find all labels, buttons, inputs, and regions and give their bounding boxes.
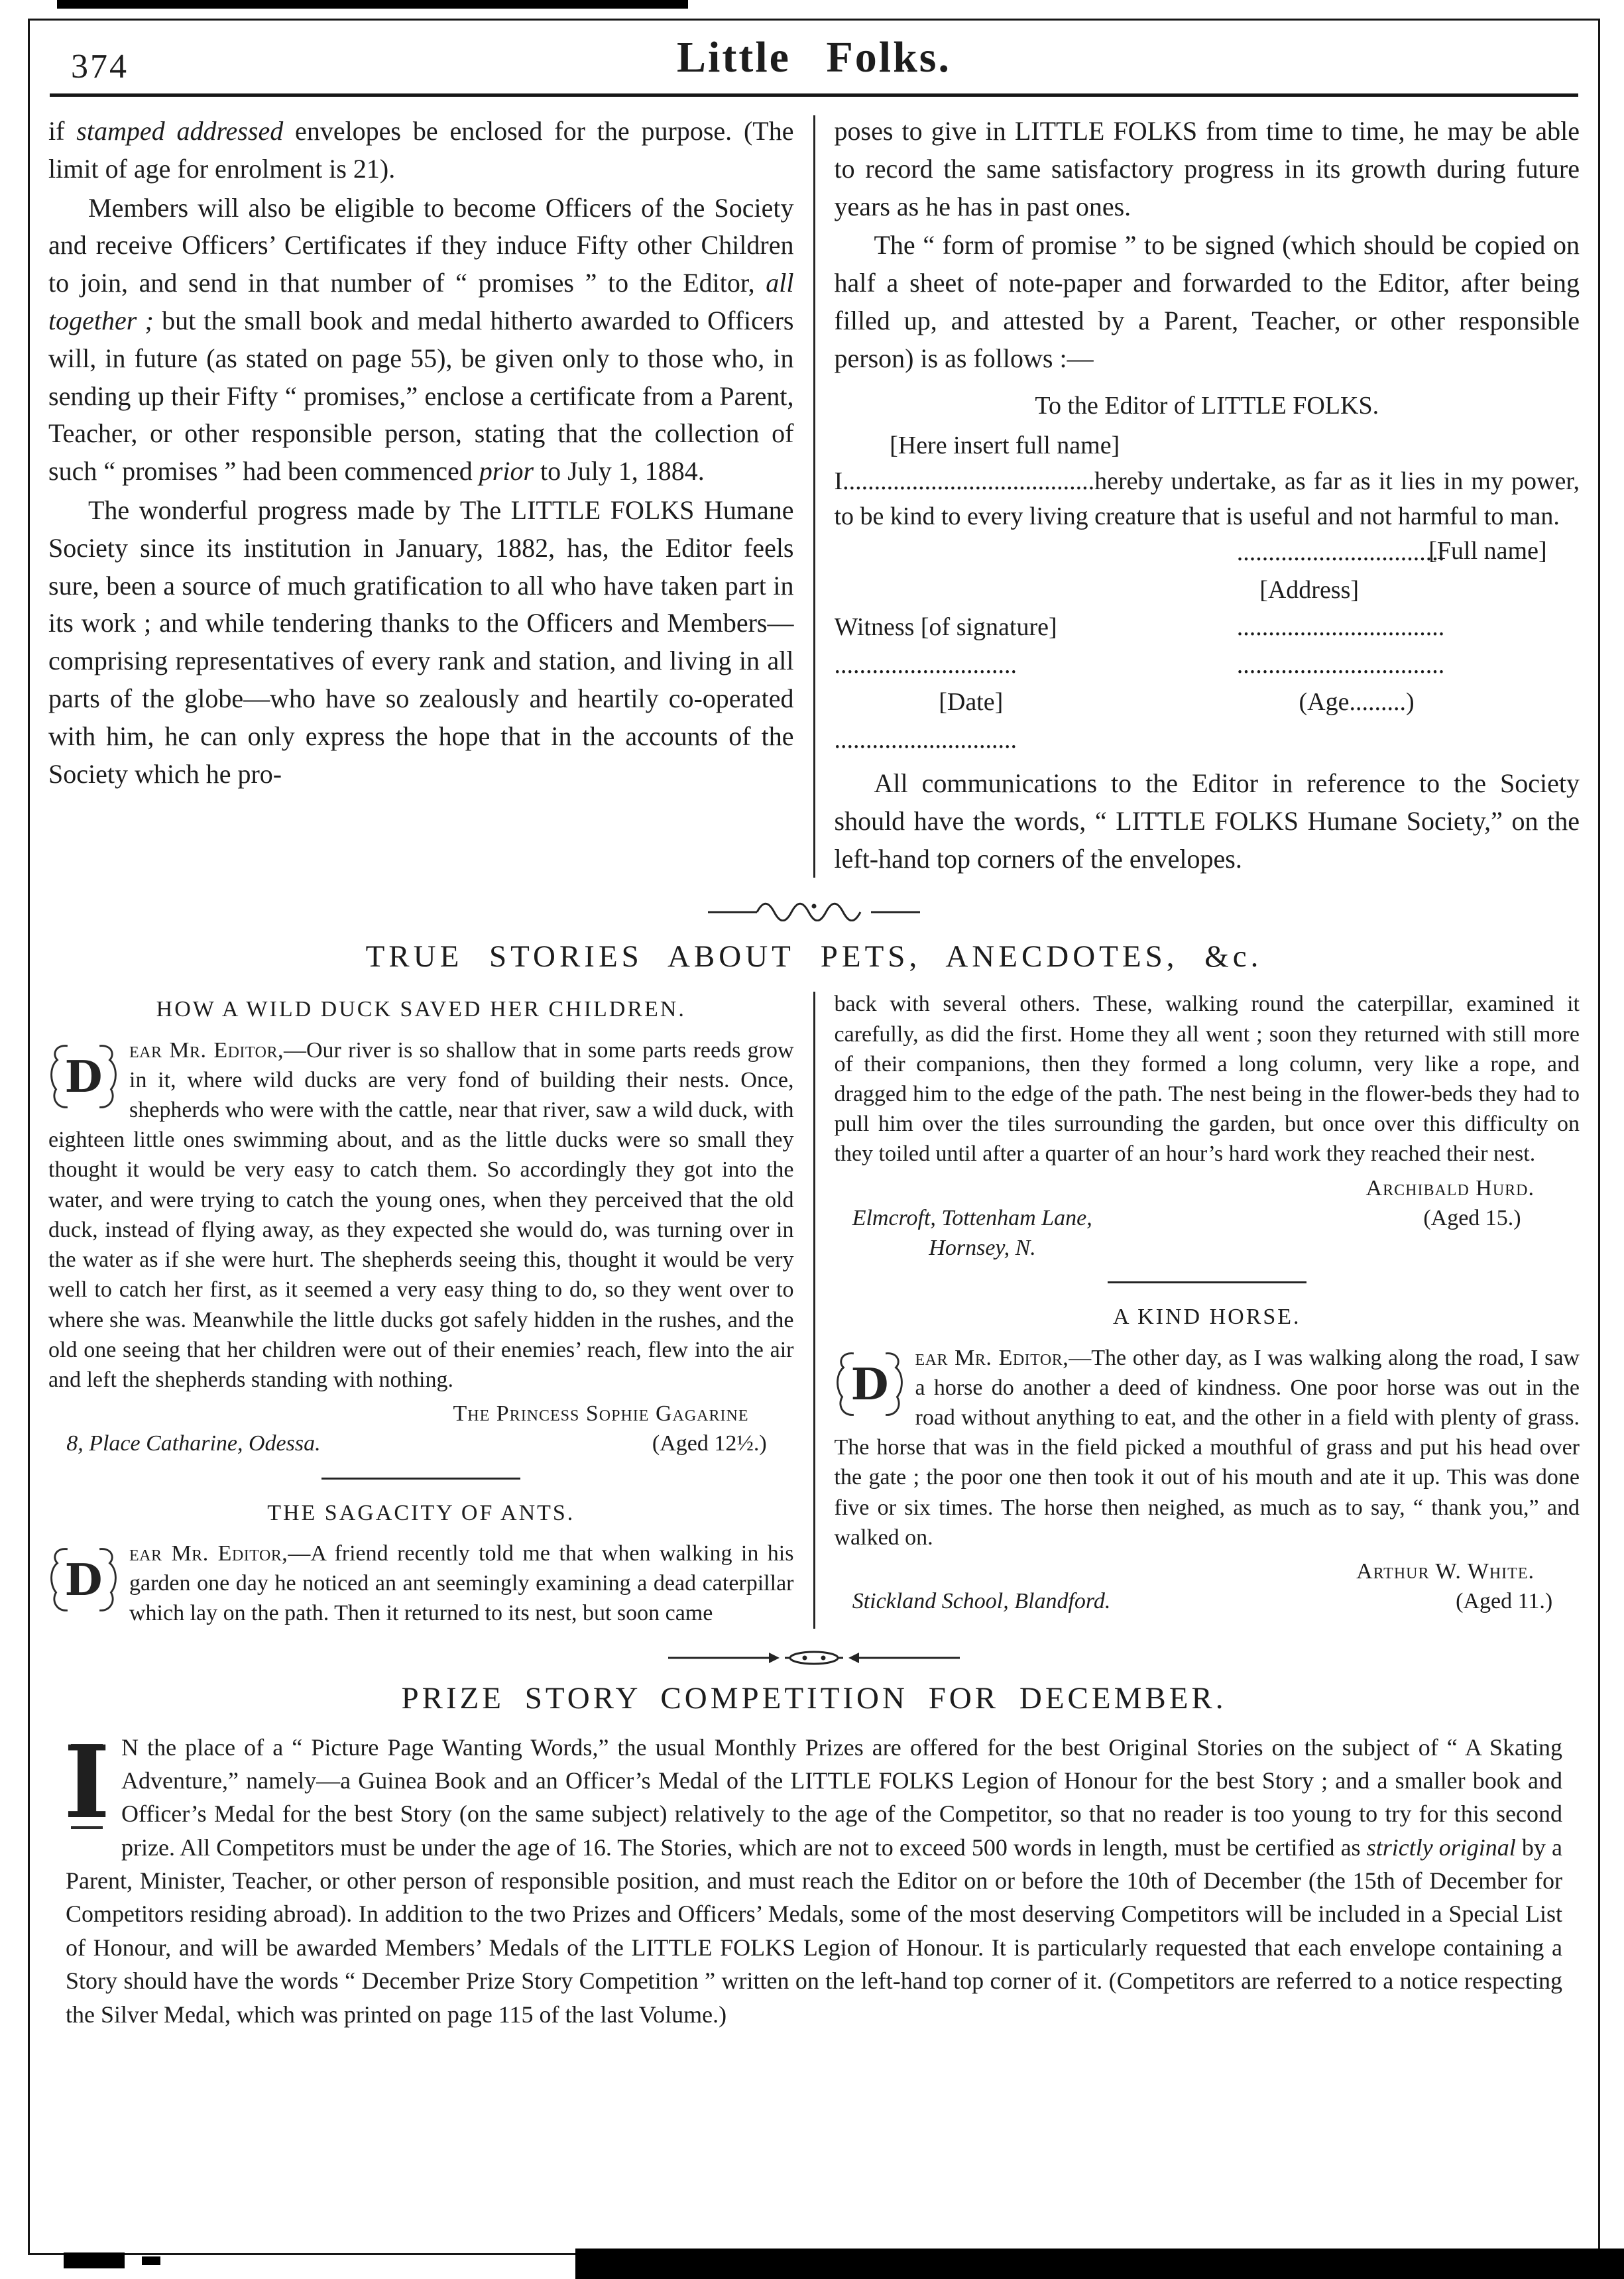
squiggle-ornament-icon: [708, 902, 920, 921]
left-column: [48, 113, 794, 878]
form-addressee-line: To the Editor of LITTLE FOLKS.: [1035, 391, 1379, 420]
story-text: —A friend recently told me that when walking in his garden one day he noticed an ant seemingly examining a dead caterpillar which lay on the path. Then it returned to its nest, but soon came: [129, 1541, 794, 1626]
page-header: [48, 31, 1580, 88]
full-name-label: [Full name]: [1428, 537, 1547, 565]
address-label: [Address]: [1259, 575, 1360, 604]
italic-run: strictly original: [1366, 1834, 1516, 1861]
stories-section: [48, 989, 1580, 1628]
prize-text: N the place of a “ Picture Page Wanting Words,” the usual Monthly Prizes are offered for the best Original Stories on the subject of “ A Skating Adventure,” namely—a Guinea Book and an Officer’s Medal of the LITTLE FOLKS Legion of Honour for the best Story ; and a smaller book and Officer’s Medal for the best Story (on the same subject) relatively to the age of the Competitor, so that no reader is too young to try for this second prize. All Competitors must be under the age of 16. The Stories, which are not to exceed 500 words in length, must be certified as: [121, 1733, 1562, 1861]
paragraph: The wonderful progress made by The LITTLE FOLKS Humane Society since its institution in January, 1882, has, the Editor feels sure, been a source of much gratification to all who have taken part in its work ; and while tendering thanks to the Officers and Members—comprising representatives of every rank and station, and living in all parts of the globe—who have so zealously and heartily co-operated with him, he can only express the hope that in the accounts of the Society which he pro-: [48, 495, 794, 789]
address-dotted-line: .................................: [1236, 613, 1445, 642]
witness-dotted-line: .............................: [834, 650, 1017, 679]
column-divider-rule: [813, 992, 815, 1628]
age-label: (Age.........): [1299, 688, 1415, 717]
ornate-dropcap-icon: [66, 1736, 108, 1837]
prize-competition-title: PRIZE STORY COMPETITION FOR DECEMBER.: [401, 1680, 1227, 1716]
witness-label: Witness [of signature]: [834, 613, 1057, 642]
form-spacer: [1124, 723, 1444, 757]
form-signature-grid: [834, 535, 1445, 757]
signature-age: (Aged 12½.): [652, 1431, 767, 1456]
story-opening: ear Mr. Editor,: [129, 1541, 288, 1566]
scan-ink-blob-small: [142, 2256, 160, 2265]
scan-ink-blob: [64, 2252, 125, 2268]
svg-text:I: I: [66, 1735, 108, 1837]
paragraph-text: to July 1, 1884.: [534, 456, 705, 487]
divider-ornament: [48, 902, 1580, 921]
ants-story-title: THE SAGACITY OF ANTS.: [267, 1500, 575, 1525]
signature-row: [835, 1203, 1580, 1233]
signature-address: Elmcroft, Tottenham Lane,: [852, 1205, 1092, 1230]
ornate-dropcap-icon: [48, 1038, 119, 1116]
divider-ornament: [48, 1649, 1580, 1667]
story-divider-rule: [321, 1478, 520, 1480]
paragraph: [48, 190, 794, 491]
story-opening: ear Mr. Editor,: [915, 1345, 1069, 1370]
horse-story-title: A KIND HORSE.: [1112, 1305, 1301, 1330]
page-number: 374: [71, 48, 129, 86]
page-frame-border: [28, 19, 1600, 2255]
page-title: Little Folks.: [677, 33, 951, 82]
signature-age: (Aged 15.): [1423, 1205, 1521, 1230]
duck-story-body: [48, 1035, 794, 1395]
signature-address: Stickland School, Blandford.: [852, 1589, 1111, 1614]
ants-story-body-left: [48, 1539, 794, 1629]
svg-text:D: D: [64, 1051, 103, 1102]
true-stories-section-title: TRUE STORIES ABOUT PETS, ANECDOTES, &c.: [365, 939, 1263, 974]
paragraph: All communications to the Editor in reference to the Society should have the words, “ LITTLE FOLKS Humane Society,” on the left-hand top corners of the envelopes.: [834, 768, 1580, 874]
humane-society-section: [48, 113, 1580, 878]
paragraph-text: if: [48, 116, 77, 146]
form-of-promise: [835, 388, 1580, 757]
promise-text: I........................................hereby undertake, as far as it lies in my power, to be kind to every living creature that is useful and not harmful to man.: [834, 467, 1580, 530]
ants-story-body-continued: back with several others. These, walking round the caterpillar, examined it carefully, as did the first. Home they all went ; soon they returned with still more of their companions, then they formed a long column, very like a rope, and dragged him to the edge of the path. The nest being in the flower-beds they had to pull him over the tiles surrounding the garden, but once over this difficulty on they toiled until after a quarter of an hour’s hard work they reached their nest.: [834, 992, 1580, 1167]
italic-run: prior: [479, 456, 534, 487]
signature-address: 8, Place Catharine, Odessa.: [66, 1431, 321, 1456]
form-spacer: [835, 573, 1108, 607]
column-divider-rule: [813, 115, 815, 878]
signature-row: [48, 1429, 794, 1458]
arrow-ornament-icon: [668, 1649, 960, 1667]
prize-competition-body: [48, 1731, 1580, 2032]
header-rule: [50, 93, 1578, 97]
signature-age: (Aged 11.): [1456, 1589, 1553, 1614]
duck-story-title: HOW A WILD DUCK SAVED HER CHILDREN.: [156, 997, 686, 1022]
svg-text:D: D: [64, 1554, 103, 1606]
signature-name: The Princess Sophie Gagarine: [453, 1401, 749, 1427]
ornate-dropcap-icon: [48, 1541, 119, 1619]
story-divider-rule: [1108, 1281, 1306, 1283]
date-label: [Date]: [939, 688, 1004, 717]
story-opening: ear Mr. Editor,: [129, 1037, 284, 1063]
svg-text:D: D: [850, 1358, 888, 1410]
signature-row: [835, 1586, 1580, 1616]
italic-run: stamped addressed: [76, 116, 284, 146]
paragraph: The “ form of promise ” to be signed (which should be copied on half a sheet of note-paper and forwarded to the Editor, after being filled up, and attested by a Parent, Teacher, or other responsible person) is as follows :—: [834, 230, 1580, 373]
paragraph-text: envelopes be enclosed for the purpose. (The limit of age for enrolment is 21).: [48, 116, 794, 184]
signature-name: Archibald Hurd.: [1365, 1175, 1535, 1200]
form-insert-name-label: [Here insert full name]: [890, 432, 1120, 460]
prize-text: by a Parent, Minister, Teacher, or other person of responsible position, and must reach the Editor on or before the 10th of December (the 15th of December for Competitors residing abroad). In addition to the two Prizes and Officers’ Medals, some of the most deserving Competitors will be included in a Special List of Honour, and will be awarded Members’ Medals of the LITTLE FOLKS Legion of Honour. It is particularly requested that each envelope containing a Story should have the words “ December Prize Story Competition ” written on the left-hand top corner of it. (Competitors are referred to a notice respecting the Silver Medal, which was printed on page 115 of the last Volume.): [66, 1834, 1563, 2028]
stories-left-column: [48, 989, 794, 1628]
signature-address-line2: Hornsey, N.: [929, 1236, 1036, 1261]
stories-right-column: [835, 989, 1580, 1628]
address-dotted-line: .................................: [1236, 650, 1445, 679]
right-column: [835, 113, 1580, 878]
paragraph-text: but the small book and medal hitherto awarded to Officers will, in future (as stated on page 55), be given only to those who, in sending up their Fifty “ promises,” enclose a certificate from a Parent, Teacher, or other responsible person, stating that the collection of such “ promises ” had been commenced: [48, 305, 794, 487]
italic-run: all together ;: [48, 268, 794, 335]
paragraph-text: Members will also be eligible to become Officers of the Society and receive Officers’ Certificates if they induce Fifty other Children to join, and send in that number of “ promises ” to the Editor,: [48, 192, 794, 298]
date-dotted-line: .............................: [834, 725, 1017, 754]
paragraph: poses to give in LITTLE FOLKS from time to time, he may be able to record the same satisfactory progress in its growth during future years as he has in past ones.: [834, 116, 1580, 221]
ornate-dropcap-icon: [835, 1346, 905, 1424]
form-spacer: [835, 535, 1108, 569]
story-text: —Our river is so shallow that in some parts reeds grow in it, where wild ducks are very fond of building their nests. Once, shepherds who were with the cattle, near that river, saw a wild duck, with eighteen little ones swimming about, and as the little ducks were so small they thought it would be very easy to catch them. So accordingly they got into the water, and were trying to catch the young ones, when they perceived that the old duck, instead of flying away, as they expected she would do, was turning over in the water as if she were hurt. The shepherds seeing this, thought it would be very well to catch her first, as it seemed a very easy thing to do, so they went over to where she was. Meanwhile the little ducks got safely hidden in the rushes, and the old one seeing that her children were out of their enemies’ reach, flew into the air and left the shepherds standing with nothing.: [48, 1037, 794, 1392]
scan-edge-artifact-bottom: [575, 2249, 1624, 2279]
scan-edge-artifact-top: [57, 0, 688, 9]
signature-dotted-line: .................................: [1236, 538, 1445, 567]
form-promise-line: [834, 464, 1580, 565]
signature-name: Arthur W. White.: [1356, 1559, 1535, 1584]
horse-story-body: [835, 1343, 1580, 1553]
story-text: —The other day, as I was walking along the road, I saw a horse do another a deed of kindness. One poor horse was out in the road without anything to eat, and the other in a field with plenty of grass. The horse that was in the field picked a mouthful of grass and put his head over the gate ; the poor one then took it out of his mouth and ate it up. This was done five or six times. The horse then neighed, as much as to say, “ thank you,” and walked on.: [834, 1345, 1580, 1550]
paragraph: [48, 113, 794, 188]
